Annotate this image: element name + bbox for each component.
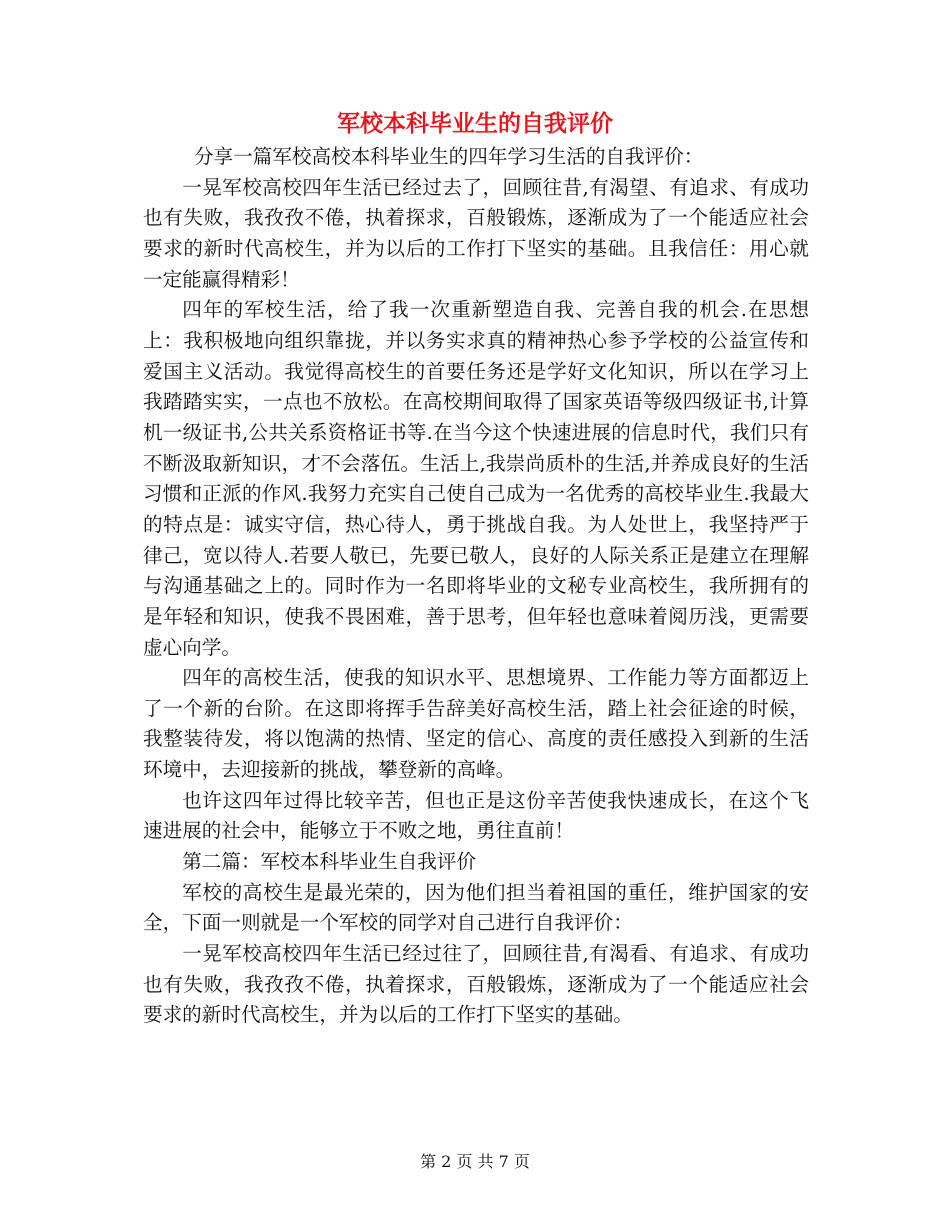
document-body (143, 142, 809, 1031)
paragraph: 四年的高校生活，使我的知识水平、思想境界、工作能力等方面都迈上了一个新的台阶。在这即将挥手告辞美好高校生活，踏上社会征途的时候，我整装待发，将以饱满的热情、坚定的信心、高度的责任感投入到新的生活环境中，去迎接新的挑战，攀登新的高峰。 (143, 666, 809, 782)
paragraph: 一晃军校高校四年生活已经过去了，回顾往昔,有渴望、有追求、有成功也有失败，我孜孜不倦，执着探求，百般锻炼，逐渐成为了一个能适应社会要求的新时代高校生，并为以后的工作打下坚实的基础。且我信任：用心就一定能赢得精彩！ (143, 175, 809, 291)
section-heading: 第二篇：军校本科毕业生自我评价 (182, 850, 477, 874)
paragraph: 军校的高校生是最光荣的，因为他们担当着祖国的重任，维护国家的安全，下面一则就是一个军校的同学对自己进行自我评价： (143, 880, 809, 935)
page-number-footer: 第 2 页 共 7 页 (420, 1152, 530, 1171)
paragraph: 也许这四年过得比较辛苦，但也正是这份辛苦使我快速成长，在这个飞速进展的社会中，能够立于不败之地，勇往直前！ (143, 788, 809, 843)
paragraph: 四年的军校生活，给了我一次重新塑造自我、完善自我的机会.在思想上：我积极地向组织靠拢，并以务实求真的精神热心参予学校的公益宣传和爱国主义活动。我觉得高校生的首要任务还是学好文化知识，所以在学习上我踏踏实实，一点也不放松。在高校期间取得了国家英语等级四级证书,计算机一级证书,公共关系资格证书等.在当今这个快速进展的信息时代，我们只有不断汲取新知识，才不会落伍。生活上,我崇尚质朴的生活,并养成良好的生活习惯和正派的作风.我努力充实自己使自己成为一名优秀的高校毕业生.我最大的特点是：诚实守信，热心待人，勇于挑战自我。为人处世上，我坚持严于律己，宽以待人.若要人敬已，先要已敬人，良好的人际关系正是建立在理解与沟通基础之上的。同时作为一名即将毕业的文秘专业高校生，我所拥有的是年轻和知识，使我不畏困难，善于思考，但年轻也意味着阅历浅，更需要虚心向学。 (143, 298, 809, 659)
paragraph-intro: 分享一篇军校高校本科毕业生的四年学习生活的自我评价： (193, 145, 704, 168)
paragraph: 一晃军校高校四年生活已经过往了，回顾往昔,有渴看、有追求、有成功也有失败，我孜孜不倦，执着探求，百般锻炼，逐渐成为了一个能适应社会要求的新时代高校生，并为以后的工作打下坚实的基础。 (143, 942, 809, 1027)
document-title: 军校本科毕业生的自我评价 (337, 111, 613, 137)
